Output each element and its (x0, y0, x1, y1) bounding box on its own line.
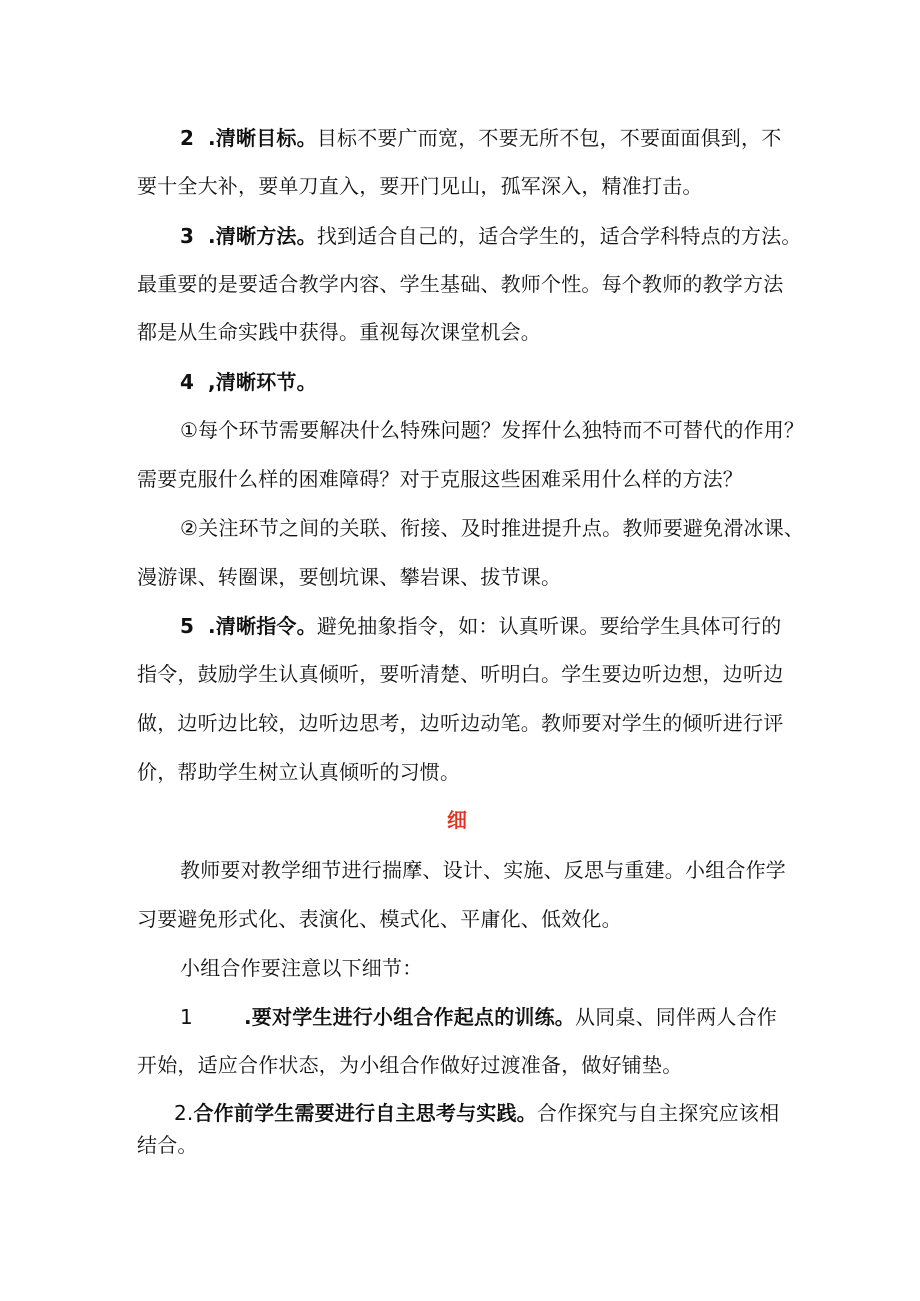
detail-point-1-text: 从同桌、同伴两人合作 (575, 1005, 777, 1029)
section-3-title: .清晰方法。 (208, 224, 317, 248)
detail-heading: 细 (447, 808, 467, 832)
section-4-number: 4 (180, 370, 195, 394)
section-5-number: 5 (180, 614, 195, 638)
section-3-line-2: 最重要的是要适合教学内容、学生基础、教师个性。每个教师的教学方法 (137, 272, 784, 296)
section-4-item-2-line-1: ②关注环节之间的关联、衔接、及时推进提升点。教师要避免滑冰课、 (180, 516, 805, 540)
detail-point-2-line-2: 结合。 (137, 1133, 198, 1157)
section-2-line-1 (180, 124, 781, 152)
section-4-item-1-line-1: ①每个环节需要解决什么特殊问题？发挥什么独特而不可替代的作用？ (180, 418, 805, 442)
section-2-line-2: 要十全大补，要单刀直入，要开门见山，孤军深入，精准打击。 (137, 174, 703, 198)
detail-intro-line-1: 教师要对教学细节进行揣摩、设计、实施、反思与重建。小组合作学 (180, 858, 786, 882)
detail-point-2-text: 合作探究与自主探究应该相 (536, 1101, 780, 1125)
detail-point-2-title: 合作前学生需要进行自主思考与实践。 (193, 1101, 537, 1125)
section-3-number: 3 (180, 224, 195, 248)
section-5-line-1 (180, 612, 781, 640)
section-3-line-1 (180, 222, 802, 250)
detail-point-1-line-1 (180, 1003, 777, 1031)
section-5-line-3: 做，边听边比较，边听边思考，边听边动笔。教师要对学生的倾听进行评 (137, 711, 784, 735)
section-5-line-4: 价，帮助学生树立认真倾听的习惯。 (137, 760, 461, 784)
section-5-line-2: 指令，鼓励学生认真倾听，要听清楚、听明白。学生要边听边想，边听边 (137, 662, 784, 686)
section-4-title: ,清晰环节。 (208, 370, 317, 394)
detail-point-2-number: 2. (174, 1101, 194, 1125)
detail-point-2-line-1 (174, 1099, 779, 1127)
section-5-text: 避免抽象指令，如：认真听课。要给学生具体可行的 (316, 614, 782, 638)
section-2-title: .清晰目标。 (208, 126, 317, 150)
section-3-line-3: 都是从生命实践中获得。重视每次课堂机会。 (137, 320, 541, 344)
section-3-text: 找到适合自己的，适合学生的，适合学科特点的方法。 (316, 224, 802, 248)
detail-point-1-title: .要对学生进行小组合作起点的训练。 (244, 1005, 575, 1029)
section-5-title: .清晰指令。 (208, 614, 317, 638)
detail-point-1-number: 1 (180, 1005, 193, 1029)
section-4-line-1 (180, 368, 317, 396)
section-4-item-2-line-2: 漫游课、转圈课，要刨坑课、攀岩课、拔节课。 (137, 565, 562, 589)
section-2-number: 2 (180, 126, 195, 150)
detail-notice: 小组合作要注意以下细节： (180, 956, 423, 980)
section-2-text: 目标不要广而宽，不要无所不包，不要面面俱到，不 (316, 126, 782, 150)
section-4-item-1-line-2: 需要克服什么样的困难障碍？对于克服这些困难采用什么样的方法？ (137, 467, 743, 491)
detail-intro-line-2: 习要避免形式化、表演化、模式化、平庸化、低效化。 (137, 907, 622, 931)
detail-point-1-line-2: 开始，适应合作状态，为小组合作做好过渡准备，做好铺垫。 (137, 1053, 683, 1077)
